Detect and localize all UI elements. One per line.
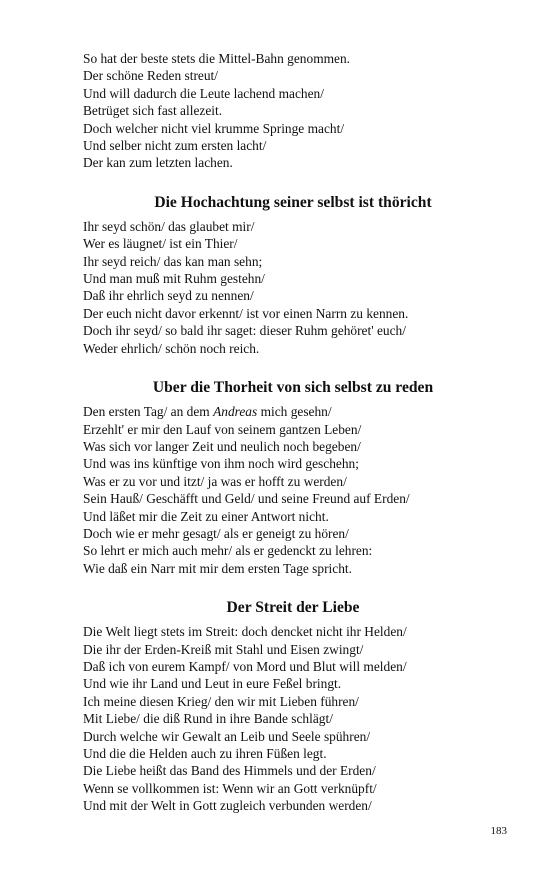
verse-line: Der schöne Reden streut/	[83, 68, 218, 84]
verse-line: Und läßet mir die Zeit zu einer Antwort nicht.	[83, 508, 329, 524]
verse-line: Was sich vor langer Zeit und neulich noch begeben/	[83, 438, 361, 454]
verse-line: Was er zu vor und itzt/ ja was er hofft zu werden/	[83, 473, 347, 489]
verse-line: Und mit der Welt in Gott zugleich verbunden werden/	[83, 798, 372, 814]
verse-line: Wie daß ein Narr mit mir dem ersten Tage spricht.	[83, 560, 352, 576]
page-number: 183	[490, 825, 507, 837]
verse-line: Doch welcher nicht viel krumme Springe macht/	[83, 120, 345, 136]
stanza-hochachtung	[83, 218, 503, 357]
verse-line: Ihr seyd reich/ das kan man sehn;	[83, 253, 263, 269]
stanza-streit-der-liebe	[83, 623, 503, 814]
verse-line: So hat der beste stets die Mittel-Bahn genommen.	[83, 51, 351, 66]
verse-line: Und wie ihr Land und Leut in eure Feßel bringt.	[83, 676, 342, 692]
verse-line: Und die die Helden auch zu ihren Füßen legt.	[83, 746, 327, 761]
verse-line: Erzehlt' er mir den Lauf von seinem gantzen Leben/	[83, 421, 362, 437]
verse-line: Sein Hauß/ Geschäfft und Geld/ und seine Freund auf Erden/	[83, 491, 410, 507]
verse-line: Und will dadurch die Leute lachend machen/	[83, 85, 324, 101]
italic-name: Andreas	[213, 404, 258, 420]
verse-line: Ihr seyd schön/ das glaubet mir/	[83, 218, 255, 234]
verse-line: Der kan zum letzten lachen.	[83, 155, 233, 171]
verse-line: Wenn se vollkommen ist: Wenn wir an Gott verknüpft/	[83, 780, 377, 796]
verse-line: Die Liebe heißt das Band des Himmels und der Erden/	[83, 763, 376, 779]
verse-line: Und was ins künftige von ihm noch wird geschehn;	[83, 456, 359, 472]
verse-line: Daß ihr ehrlich seyd zu nennen/	[83, 288, 254, 304]
verse-line: Mit Liebe/ die diß Rund in ihre Bande schlägt/	[83, 711, 333, 727]
poem-title-hochachtung: Die Hochachtung seiner selbst ist thöricht	[154, 193, 432, 211]
verse-line: Und man muß mit Ruhm gestehn/	[83, 271, 265, 287]
stanza-intro	[83, 50, 503, 172]
verse-line: Daß ich von eurem Kampf/ von Mord und Blut will melden/	[83, 658, 407, 674]
verse-line: Betrüget sich fast allezeit.	[83, 103, 223, 119]
poem-title-streit-der-liebe: Der Streit der Liebe	[226, 599, 360, 617]
verse-line: Ich meine diesen Krieg/ den wir mit Lieben führen/	[83, 693, 359, 709]
verse-line: Doch ihr seyd/ so bald ihr saget: dieser Ruhm gehöret' euch/	[83, 323, 406, 339]
verse-line: Die ihr der Erden-Kreiß mit Stahl und Eisen zwingt/	[83, 641, 364, 657]
verse-line: Und selber nicht zum ersten lacht/	[83, 138, 267, 154]
verse-line: Den ersten Tag/ an dem Andreas mich gesehn/	[83, 404, 332, 420]
verse-line: Doch wie er mehr gesagt/ als er geneigt zu hören/	[83, 525, 349, 541]
verse-line: Der euch nicht davor erkennt/ ist vor einen Narrn zu kennen.	[83, 305, 409, 321]
verse-line: Wer es läugnet/ ist ein Thier/	[83, 236, 238, 252]
verse-line: Durch welche wir Gewalt an Leib und Seele spühren/	[83, 728, 371, 744]
poem-title-thorheit: Uber die Thorheit von sich selbst zu reden	[152, 379, 434, 397]
page-body	[83, 50, 503, 815]
verse-line: Die Welt liegt stets im Streit: doch dencket nicht ihr Helden/	[83, 624, 407, 640]
stanza-thorheit	[83, 403, 503, 577]
verse-line: Weder ehrlich/ schön noch reich.	[83, 340, 260, 356]
verse-line: So lehrt er mich auch mehr/ als er gedenckt zu lehren:	[83, 543, 373, 559]
